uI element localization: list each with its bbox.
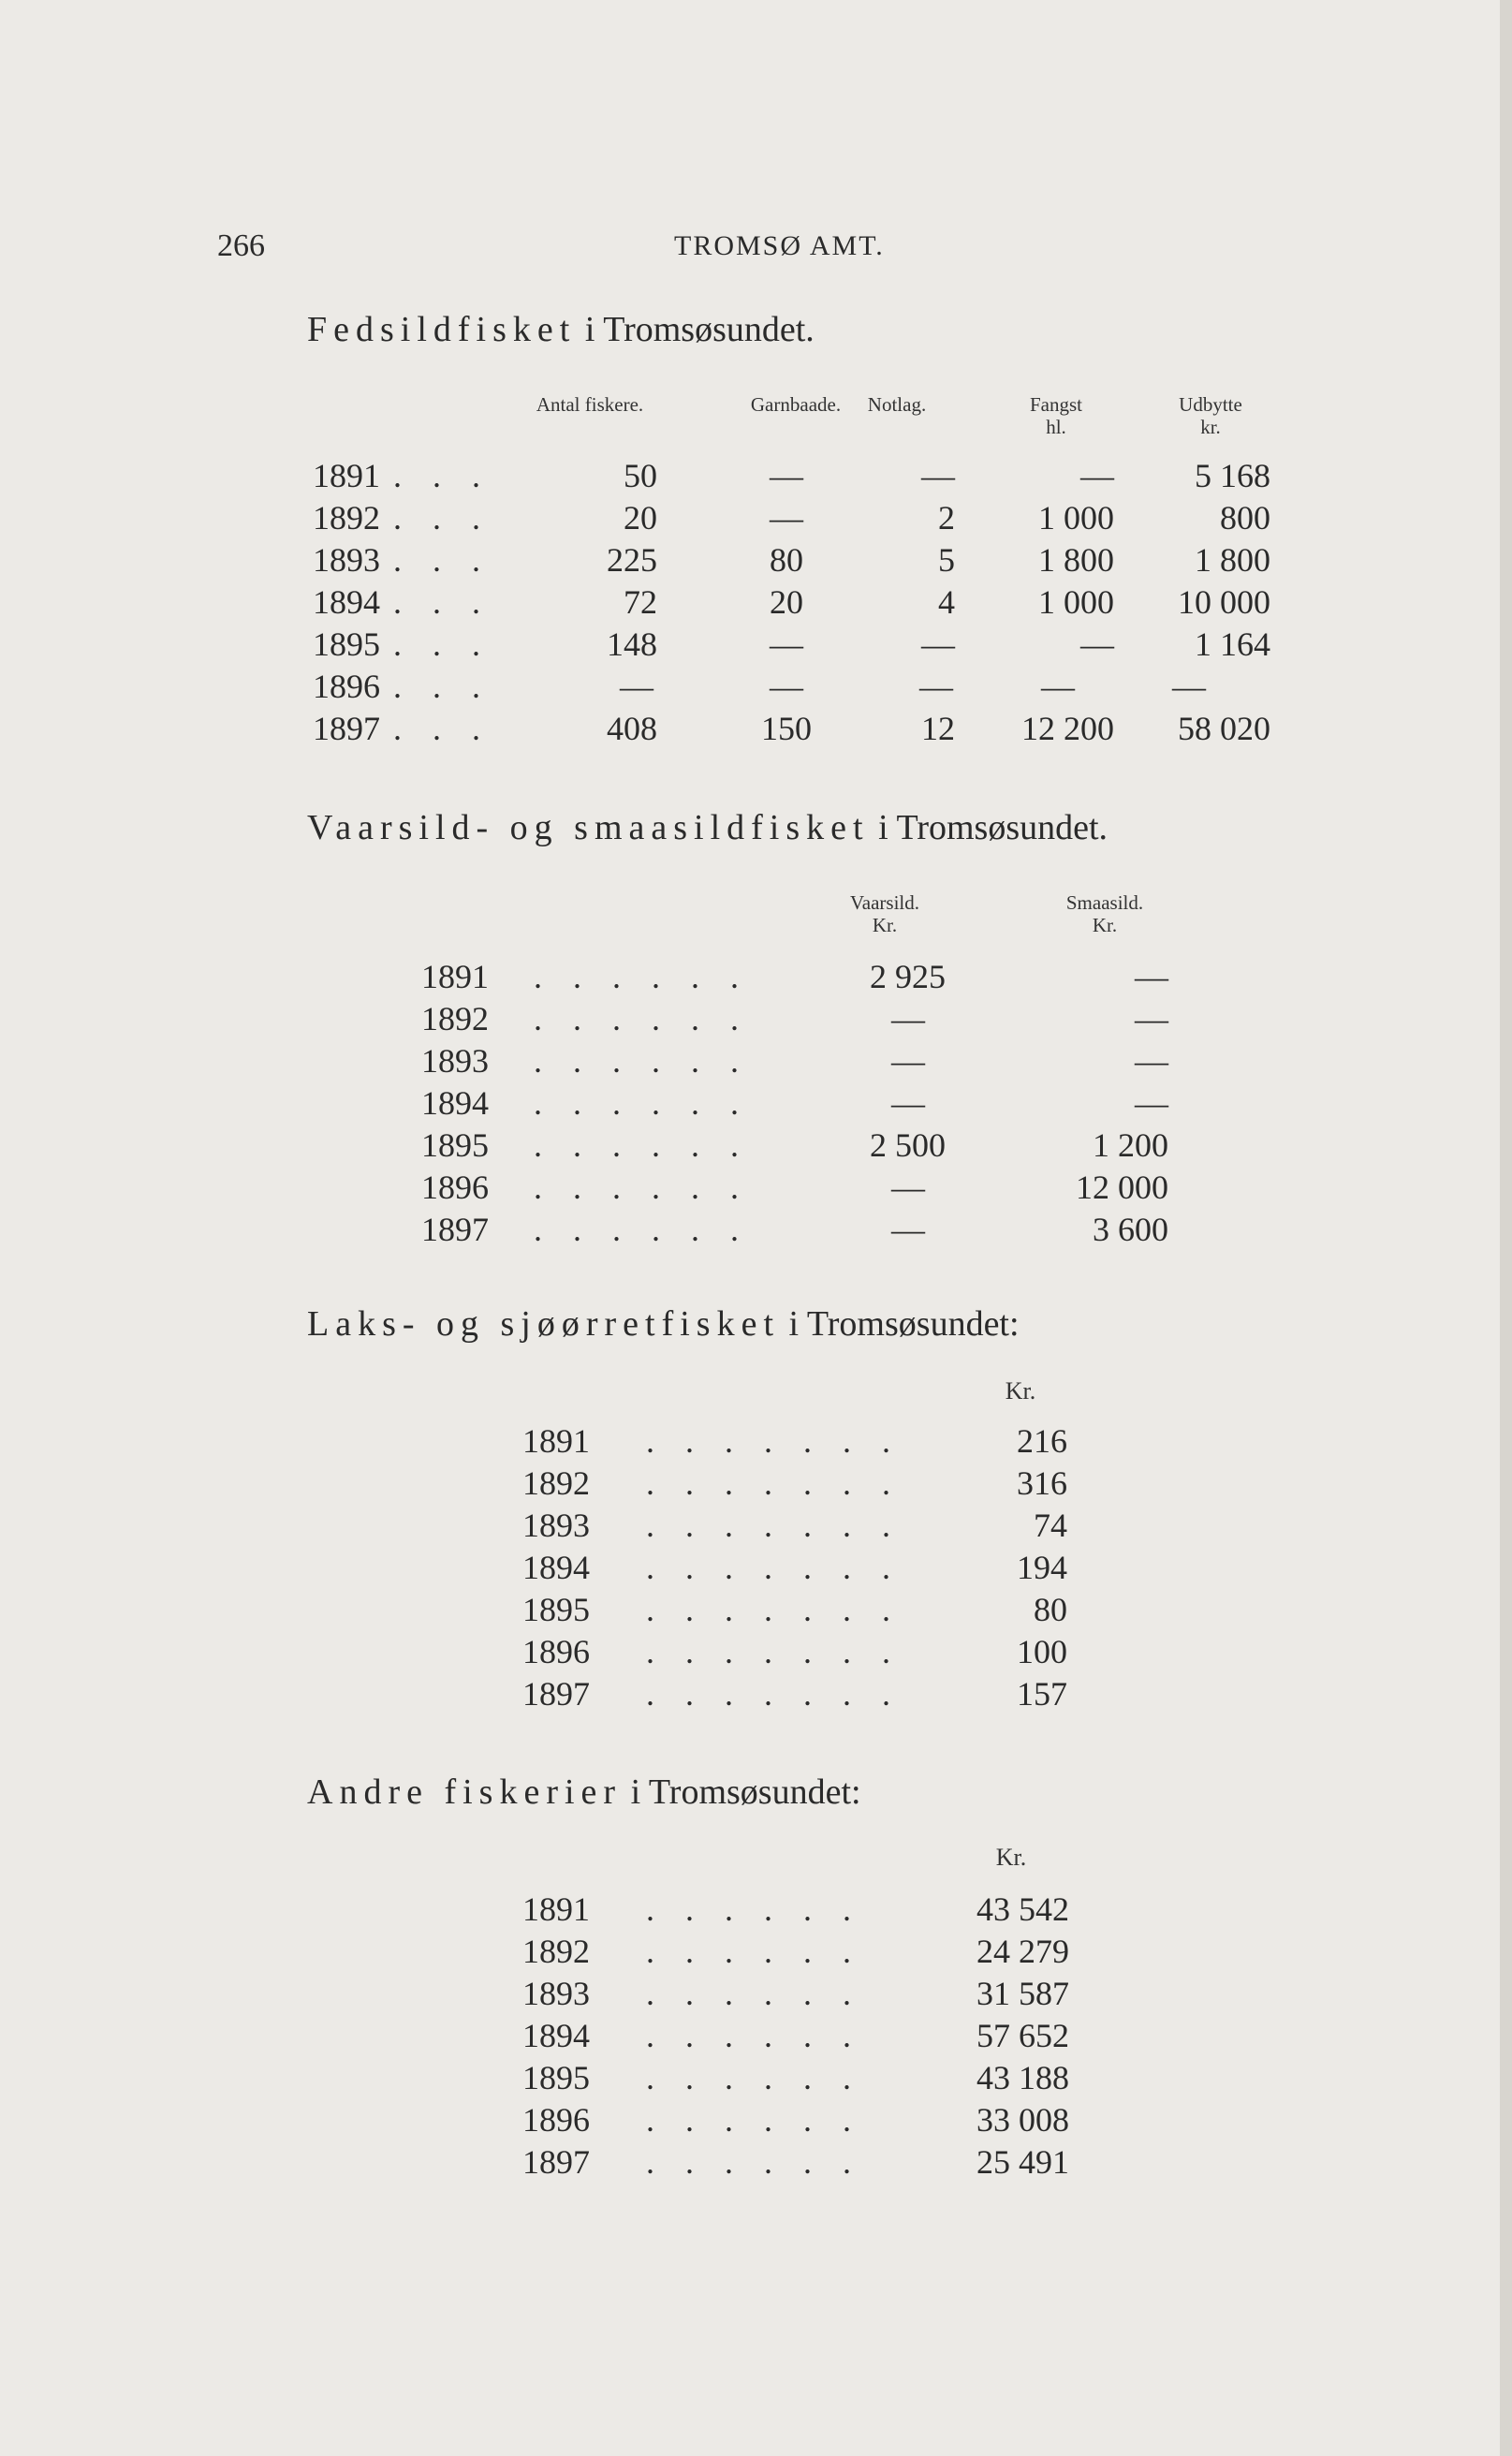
table-cell: 43 188 bbox=[976, 2059, 1069, 2096]
leader-dots: . . . . . . bbox=[646, 1890, 862, 1928]
leader-dots: . . . . . . bbox=[534, 1084, 750, 1122]
table-cell: — bbox=[891, 1211, 925, 1248]
table-cell: — bbox=[919, 668, 953, 705]
table-row bbox=[0, 1125, 1498, 1167]
table-row bbox=[0, 1890, 1498, 1931]
table-cell: — bbox=[1135, 958, 1168, 995]
leader-dots: . . . bbox=[393, 583, 492, 621]
table-cell: 33 008 bbox=[976, 2101, 1069, 2139]
leader-dots: . . . . . . bbox=[646, 1975, 862, 2012]
table-cell: 1894 bbox=[313, 583, 380, 621]
leader-dots: . . . . . . . bbox=[646, 1464, 902, 1502]
col-header-fangst bbox=[1000, 393, 1112, 438]
table-cell: 3 600 bbox=[1093, 1211, 1168, 1248]
table-cell: Laks- og sjøørretfisket bbox=[307, 1304, 781, 1344]
table-cell: 80 bbox=[1034, 1591, 1067, 1628]
table-row bbox=[0, 1083, 1498, 1125]
table-row bbox=[0, 709, 1498, 750]
table-cell: 1895 bbox=[522, 2059, 590, 2096]
table-cell: 72 bbox=[624, 583, 657, 621]
table-cell: — bbox=[1080, 625, 1114, 663]
table-cell: 194 bbox=[1017, 1549, 1067, 1586]
table-row bbox=[0, 582, 1498, 624]
table-row bbox=[0, 2100, 1498, 2141]
table-cell: 1892 bbox=[313, 499, 380, 537]
table-cell: 1893 bbox=[421, 1042, 489, 1080]
table-cell: — bbox=[770, 625, 803, 663]
table-cell: 12 000 bbox=[1076, 1169, 1168, 1206]
leader-dots: . . . . . . bbox=[534, 1000, 750, 1037]
table-cell: 20 bbox=[770, 583, 803, 621]
table-row bbox=[0, 2058, 1498, 2099]
table-cell: 4 bbox=[938, 583, 955, 621]
table-cell: 1895 bbox=[522, 1591, 590, 1628]
table-row bbox=[0, 540, 1498, 581]
section1-title-spaced: Fedsildfisket bbox=[307, 310, 577, 349]
table-cell: — bbox=[770, 457, 803, 494]
table-cell: 25 491 bbox=[976, 2143, 1069, 2181]
table-cell: 1892 bbox=[522, 1464, 590, 1502]
table-cell: 2 bbox=[938, 499, 955, 537]
table-cell: 50 bbox=[624, 457, 657, 494]
leader-dots: . . . bbox=[393, 457, 492, 494]
table-cell: Smaasild. bbox=[1065, 891, 1144, 914]
table-cell: 150 bbox=[761, 710, 812, 747]
table-row bbox=[0, 1548, 1498, 1589]
table-cell: 10 000 bbox=[1178, 583, 1270, 621]
leader-dots: . . . . . . bbox=[534, 1126, 750, 1164]
table-cell: 1 800 bbox=[1038, 541, 1114, 579]
table-row bbox=[0, 1168, 1498, 1209]
col-header-kr: Kr. bbox=[995, 1844, 1027, 1871]
leader-dots: . . . . . . . bbox=[646, 1591, 902, 1628]
leader-dots: . . . bbox=[393, 541, 492, 579]
section1-title bbox=[307, 309, 815, 350]
table-cell: Andre fiskerier bbox=[307, 1772, 623, 1812]
table-cell: Antal fiskere. bbox=[536, 393, 644, 416]
table-row bbox=[0, 1674, 1498, 1715]
table-cell: — bbox=[891, 1042, 925, 1080]
leader-dots: . . . bbox=[393, 710, 492, 747]
table-row bbox=[0, 1590, 1498, 1631]
table-cell: 1893 bbox=[522, 1975, 590, 2012]
table-cell: 1896 bbox=[522, 2101, 590, 2139]
table-cell: — bbox=[921, 457, 955, 494]
table-cell: 2 500 bbox=[870, 1126, 946, 1164]
table-cell: 5 168 bbox=[1195, 457, 1270, 494]
table-cell: kr. bbox=[1200, 416, 1221, 438]
table-cell: 57 652 bbox=[976, 2017, 1069, 2054]
table-row bbox=[0, 1041, 1498, 1082]
leader-dots: . . . . . . bbox=[534, 1211, 750, 1248]
table-cell: 225 bbox=[607, 541, 657, 579]
table-cell: — bbox=[1135, 1000, 1168, 1037]
table-cell: Vaarsild- og smaasildfisket bbox=[307, 808, 870, 847]
table-cell: 1891 bbox=[421, 958, 489, 995]
table-cell: 1893 bbox=[313, 541, 380, 579]
table-row bbox=[0, 1632, 1498, 1673]
table-cell: Udbytte bbox=[1179, 393, 1242, 416]
table-cell: Garnbaade. bbox=[750, 393, 842, 416]
table-cell: 148 bbox=[607, 625, 657, 663]
table-cell: 1 000 bbox=[1038, 583, 1114, 621]
table-cell: 1 000 bbox=[1038, 499, 1114, 537]
table-cell: 1897 bbox=[522, 2143, 590, 2181]
table-cell: 31 587 bbox=[976, 1975, 1069, 2012]
table-cell: — bbox=[891, 1169, 925, 1206]
section3-title bbox=[307, 1303, 1020, 1345]
col-header-udbytte bbox=[1150, 393, 1271, 438]
leader-dots: . . . . . . bbox=[534, 1042, 750, 1080]
table-cell: Notlag. bbox=[867, 393, 927, 416]
col-header-kr: Kr. bbox=[1005, 1377, 1036, 1404]
table-cell: 1896 bbox=[522, 1633, 590, 1670]
table-cell: — bbox=[770, 499, 803, 537]
table-cell: 12 200 bbox=[1021, 710, 1114, 747]
table-cell: — bbox=[770, 668, 803, 705]
running-title: TROMSØ AMT. bbox=[674, 230, 885, 261]
table-cell: Kr. bbox=[1092, 914, 1118, 936]
leader-dots: . . . bbox=[393, 668, 492, 705]
leader-dots: . . . . . . . bbox=[646, 1633, 902, 1670]
table-cell: 157 bbox=[1017, 1675, 1067, 1713]
table-cell: 1892 bbox=[421, 1000, 489, 1037]
table-row bbox=[0, 1463, 1498, 1505]
leader-dots: . . . bbox=[393, 499, 492, 537]
table-cell: i Tromsøsundet. bbox=[869, 808, 1108, 847]
leader-dots: . . . . . . . bbox=[646, 1507, 902, 1544]
table-row bbox=[0, 498, 1498, 539]
leader-dots: . . . . . . bbox=[646, 2101, 862, 2139]
table-cell: 74 bbox=[1034, 1507, 1067, 1544]
table-cell: 1892 bbox=[522, 1933, 590, 1970]
table-cell: — bbox=[620, 668, 653, 705]
table-cell: 1896 bbox=[313, 668, 380, 705]
leader-dots: . . . . . . bbox=[646, 2059, 862, 2096]
table-row bbox=[0, 1210, 1498, 1251]
table-row bbox=[0, 2142, 1498, 2184]
table-cell: 1895 bbox=[421, 1126, 489, 1164]
col-header-vaarsild bbox=[824, 891, 946, 936]
leader-dots: . . . . . . . bbox=[646, 1675, 902, 1713]
table-cell: — bbox=[891, 1000, 925, 1037]
section1-title-rest: i Tromsøsundet. bbox=[576, 310, 815, 349]
table-cell: — bbox=[891, 1084, 925, 1122]
table-row bbox=[0, 667, 1498, 708]
leader-dots: . . . . . . bbox=[646, 1933, 862, 1970]
table-cell: i Tromsøsundet: bbox=[622, 1772, 861, 1812]
table-cell: 80 bbox=[770, 541, 803, 579]
table-row bbox=[0, 1506, 1498, 1547]
page-edge bbox=[1500, 0, 1512, 2456]
leader-dots: . . . . . . bbox=[534, 958, 750, 995]
year-cell: 1891 bbox=[313, 457, 380, 494]
table-cell: 5 bbox=[938, 541, 955, 579]
table-cell: 20 bbox=[624, 499, 657, 537]
leader-dots: . . . . . . bbox=[646, 2017, 862, 2054]
leader-dots: . . . . . . bbox=[646, 2143, 862, 2181]
table-cell: 1 200 bbox=[1093, 1126, 1168, 1164]
table-cell: — bbox=[1135, 1042, 1168, 1080]
table-cell: 316 bbox=[1017, 1464, 1067, 1502]
table-cell: — bbox=[1135, 1084, 1168, 1122]
table-cell: 24 279 bbox=[976, 1933, 1069, 1970]
table-row bbox=[0, 2016, 1498, 2057]
table-row bbox=[0, 1932, 1498, 1973]
table-cell: 1894 bbox=[421, 1084, 489, 1122]
leader-dots: . . . . . . bbox=[534, 1169, 750, 1206]
col-header-smaasild bbox=[1044, 891, 1166, 936]
table-row bbox=[0, 456, 1498, 497]
table-cell: Vaarsild. bbox=[849, 891, 920, 914]
table-cell: 1891 bbox=[522, 1422, 590, 1460]
table-row bbox=[0, 999, 1498, 1040]
table-cell: 1897 bbox=[421, 1211, 489, 1248]
table-cell: Kr. bbox=[872, 914, 898, 936]
table-row bbox=[0, 625, 1498, 666]
table-cell: 216 bbox=[1017, 1422, 1067, 1460]
table-cell: 800 bbox=[1220, 499, 1270, 537]
table-cell: 2 925 bbox=[870, 958, 946, 995]
table-cell: 43 542 bbox=[976, 1890, 1069, 1928]
leader-dots: . . . . . . . bbox=[646, 1549, 902, 1586]
table-cell: Fangst bbox=[1029, 393, 1082, 416]
table-cell: 1893 bbox=[522, 1507, 590, 1544]
table-cell: 408 bbox=[607, 710, 657, 747]
table-cell: — bbox=[1041, 668, 1075, 705]
table-row bbox=[0, 1421, 1498, 1463]
table-cell: 58 020 bbox=[1178, 710, 1270, 747]
table-cell: — bbox=[921, 625, 955, 663]
table-cell: 1896 bbox=[421, 1169, 489, 1206]
table-cell: 1 800 bbox=[1195, 541, 1270, 579]
col-header-notlag bbox=[841, 393, 953, 416]
section4-title bbox=[307, 1772, 861, 1813]
table-cell: 1 164 bbox=[1195, 625, 1270, 663]
table-cell: 1894 bbox=[522, 1549, 590, 1586]
leader-dots: . . . . . . . bbox=[646, 1422, 902, 1460]
table-cell: — bbox=[1172, 668, 1206, 705]
section2-title bbox=[307, 807, 1108, 848]
table-cell: 12 bbox=[921, 710, 955, 747]
table-row bbox=[0, 1974, 1498, 2015]
table-cell: 1897 bbox=[313, 710, 380, 747]
table-cell: 1891 bbox=[522, 1890, 590, 1928]
table-cell: 1897 bbox=[522, 1675, 590, 1713]
table-cell: i Tromsøsundet: bbox=[780, 1304, 1020, 1344]
col-header-fiskere bbox=[524, 393, 655, 416]
table-cell: — bbox=[1080, 457, 1114, 494]
table-cell: 100 bbox=[1017, 1633, 1067, 1670]
leader-dots: . . . bbox=[393, 625, 492, 663]
table-cell: 1895 bbox=[313, 625, 380, 663]
table-cell: 1894 bbox=[522, 2017, 590, 2054]
table-row bbox=[0, 957, 1498, 998]
table-cell: hl. bbox=[1046, 416, 1066, 438]
page-number: 266 bbox=[217, 228, 265, 263]
